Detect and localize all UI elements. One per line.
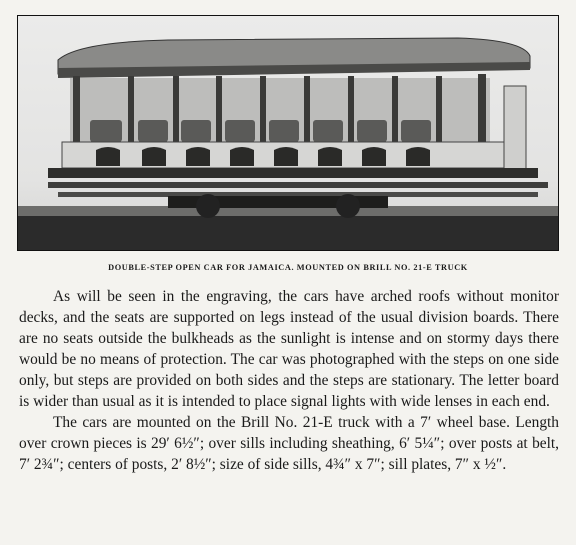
- paragraph: The cars are mounted on the Brill No. 21-E truck with a 7′ wheel base. Length over crown pieces is 29′ 6½″; over sills including sheathing, 6′ 5¼″; over posts at belt, 7′ 2¾″; centers of posts, 2′ 8½″; size of side sills, 4¾″ x 7″; sill plates, 7″ x ½″.: [19, 414, 559, 473]
- paragraph: As will be seen in the engraving, the cars have arched roofs without monitor decks, and the seats are supported on legs instead of the usual division boards. There are no seats outside the bulkheads as the sunlight is intense and on stormy days there would be no means of protection. The car was photographed with the steps on one side only, but steps are provided on both sides and the steps are stationary. The letter board is wider than usual as it is intended to place signal lights with wide lenses in each end.: [19, 288, 559, 410]
- figure-caption: DOUBLE-STEP OPEN CAR FOR JAMAICA. MOUNTED ON BRILL NO. 21-E TRUCK: [108, 263, 468, 272]
- car-illustration: [18, 16, 558, 250]
- car-photograph: [17, 15, 559, 251]
- article-body: [19, 286, 559, 475]
